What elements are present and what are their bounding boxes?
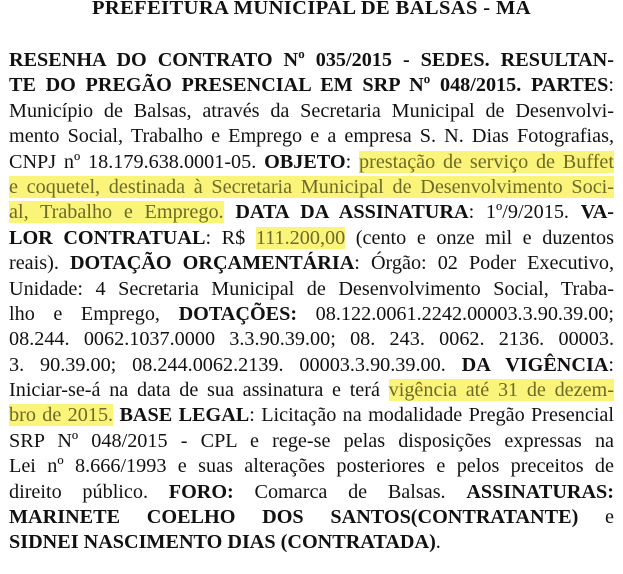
text-line	[9, 150, 614, 175]
text-line	[9, 353, 614, 378]
text-run: Comarca de Balsas.	[233, 480, 467, 503]
text-run: 3. 90.39.00; 08.244.0062.2139. 00003.3.90.39.00.	[9, 353, 462, 376]
highlighted-text: 111.200,00	[255, 226, 346, 249]
text-run: :	[345, 150, 360, 173]
text-run: lho e Emprego,	[9, 302, 179, 325]
text-run: SRP Nº 048/2015 - CPL e rege-se pelas disposições expressas na	[9, 429, 614, 452]
text-line	[9, 200, 614, 225]
bold-label: ASSINATURAS:	[466, 480, 615, 503]
text-line	[9, 403, 614, 428]
bold-label: DA VIGÊNCIA	[461, 353, 609, 376]
highlighted-text: al, Trabalho e Emprego.	[9, 201, 224, 224]
bold-label: DOTAÇÕES:	[178, 302, 298, 325]
text-line	[9, 530, 614, 555]
bold-label: MARINETE COELHO DOS SANTOS(CONTRATANTE)	[9, 506, 579, 529]
text-run: Município de Balsas, através da Secretaria Municipal de Desenvolvi-	[9, 99, 614, 122]
bold-label: FORO:	[168, 480, 234, 503]
text-line	[9, 73, 614, 98]
text-run: CNPJ nº 18.179.638.0001-05.	[9, 150, 265, 173]
text-line	[9, 124, 614, 149]
text-run: : R$	[205, 226, 256, 249]
bold-label: SIDNEI NASCIMENTO DIAS (CONTRATADA)	[9, 531, 436, 554]
text-line	[9, 99, 614, 124]
text-run: : 1º/9/2015.	[468, 201, 581, 224]
text-run: reais).	[9, 252, 70, 275]
text-run	[224, 201, 236, 223]
text-run: Unidade: 4 Secretaria Municipal de Desenvolvimento Social, Traba-	[9, 277, 614, 300]
bold-label: DOTAÇÃO ORÇAMENTÁRIA	[69, 252, 355, 275]
text-run: Iniciar-se-á na data de sua assinatura e terá	[9, 379, 389, 402]
text-line	[9, 277, 614, 302]
text-line	[9, 302, 614, 327]
page-title: PREFEITURA MUNICIPAL DE BALSAS - MA	[91, 0, 532, 19]
text-run: mento Social, Trabalho e Emprego e a empresa S. N. Dias Fotografias,	[9, 125, 614, 148]
text-run: 08.122.0061.2242.00003.3.90.39.00;	[297, 302, 615, 325]
text-run: :	[608, 353, 615, 376]
text-run: direito público.	[9, 480, 169, 503]
highlighted-text: vigência até 31 de dezem-	[388, 379, 614, 402]
text-line	[9, 454, 614, 479]
bold-label: BASE LEGAL	[119, 404, 250, 427]
text-run: .	[435, 531, 441, 554]
text-run: 08.244. 0062.1037.0000 3.3.90.39.00; 08. 243. 0062. 2136. 00003.	[9, 328, 614, 351]
text-run: :	[608, 74, 614, 97]
text-run: (cento e onze mil e duzentos	[345, 226, 614, 249]
text-line	[9, 505, 614, 530]
highlighted-text: bro de 2015.	[9, 404, 114, 427]
bold-label: LOR CONTRATUAL	[9, 226, 206, 249]
text-line	[9, 429, 614, 454]
text-line	[9, 175, 614, 200]
bold-label: TE DO PREGÃO PRESENCIAL EM SRP Nº 048/2015. PARTES	[9, 74, 609, 97]
text-line	[9, 226, 614, 251]
bold-label: VA-	[580, 201, 614, 224]
text-line	[9, 327, 614, 352]
text-run: Lei nº 8.666/1993 e suas alterações posteriores e pelos preceitos de	[9, 455, 614, 478]
bold-label: OBJETO	[264, 150, 346, 173]
text-line	[9, 251, 614, 276]
text-run: : Licitação na modalidade Pregão Presencial	[249, 404, 614, 427]
contract-summary-text	[9, 48, 614, 556]
text-line	[9, 480, 614, 505]
text-line	[9, 378, 614, 403]
text-line	[9, 48, 614, 73]
highlighted-text: e coquetel, destinada à Secretaria Municipal de Desenvolvimento Soci-	[9, 175, 614, 198]
highlighted-text: prestação de serviço de Buffet	[359, 150, 615, 173]
bold-label: DATA DA ASSINATURA	[235, 201, 469, 224]
text-run: : Órgão: 02 Poder Executivo,	[354, 252, 614, 275]
text-run: e	[578, 506, 614, 529]
bold-label: RESENHA DO CONTRATO Nº 035/2015 - SEDES. RESULTAN-	[9, 49, 614, 71]
